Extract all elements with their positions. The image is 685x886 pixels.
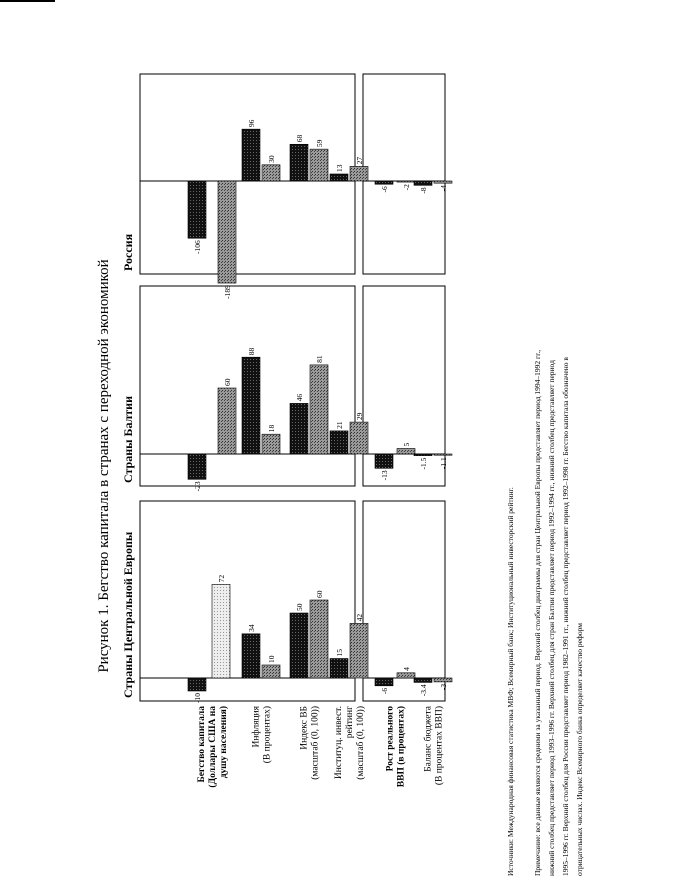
bar: [350, 422, 368, 454]
bar-value-label: -1.1: [439, 457, 448, 470]
bar-value-label: 13: [335, 164, 344, 172]
bar-value-label: 42: [355, 613, 364, 622]
bar: [310, 365, 328, 454]
bar-value-label: 4: [402, 667, 411, 671]
category-label: Инфляция(В процентах): [251, 706, 273, 764]
chart-panels: [121, 74, 452, 703]
bar: [242, 634, 260, 678]
bar-value-label: -23: [193, 481, 202, 492]
panel-frame-lower: [363, 74, 445, 274]
note-line: Примечание: все данные являются средними за указанный период. Верхний столбец диаграммы для стран Центральной Европы представляет период 1994–1992 гг.,: [533, 349, 542, 876]
bar: [290, 144, 308, 181]
bar-value-label: -6: [380, 186, 389, 193]
bar-value-label: -3.4: [419, 684, 428, 697]
bar-value-label: 30: [267, 155, 276, 163]
bar: [242, 357, 260, 454]
figure-notes: [533, 350, 584, 876]
bar-value-label: 34: [247, 624, 256, 632]
bar-value-label: 81: [315, 355, 324, 363]
category-label: Бегство капитала(Доллары США надушу населения): [197, 706, 229, 788]
bar: [290, 613, 308, 678]
bar: [188, 678, 206, 691]
bar: [375, 678, 393, 686]
figure-title: Рисунок 1. Бегство капитала в странах с переходной экономикой: [96, 259, 112, 673]
bar: [330, 659, 348, 679]
category-label: Баланс бюджета(В процентах ВВП): [423, 706, 445, 786]
bar-value-label: -10: [193, 693, 202, 703]
bar-value-label: 72: [217, 574, 226, 583]
bar: [350, 623, 368, 678]
bar-value-label: 68: [295, 134, 304, 143]
bar: [262, 665, 280, 678]
bar-value-label: 60: [223, 378, 232, 386]
bar-value-label: 59: [315, 139, 324, 148]
bar: [375, 454, 393, 468]
bar: [434, 678, 452, 682]
bar-value-label: 5: [402, 442, 411, 447]
bar: [414, 181, 432, 185]
bar-value-label: 27: [355, 156, 364, 165]
bar-value-label: 29: [355, 412, 364, 421]
bar: [218, 181, 236, 283]
bar: [330, 431, 348, 454]
bar: [397, 673, 415, 678]
bar: [375, 181, 393, 184]
bar: [310, 149, 328, 181]
bar-value-label: -2: [402, 184, 411, 191]
note-line: отрицательных числах. Индекс Всемирного банка определяет качество реформ: [575, 622, 584, 876]
figure-source: Источники: Международная финансовая статистика МВФ; Всемирный банк; Институциональный инвесторский рейтинг.: [506, 487, 515, 876]
bar-value-label: 46: [295, 393, 304, 402]
category-label: Институц. инвест.рейтинг(масштаб (0, 100)): [334, 706, 366, 780]
bar-value-label: -8: [419, 187, 428, 194]
bar-value-label: -3: [439, 683, 448, 691]
bar: [188, 454, 206, 479]
panel-3: [121, 74, 445, 274]
bar-value-label: -4: [439, 185, 448, 192]
panel-title: Страны Центральной Европы: [121, 531, 135, 698]
bar: [434, 181, 452, 183]
bar-value-label: 88: [247, 347, 256, 356]
bar-value-label: -13: [380, 470, 389, 481]
bar: [212, 584, 230, 678]
bar: [330, 174, 348, 181]
bar: [414, 678, 432, 682]
bar-value-label: -6: [380, 687, 389, 695]
note-line: 1995–1996 гг. Верхний столбец для России представляет период 1982–1991 гг., нижний столбец представляет период 1992–1998 гг. Бегство капитала обозначено в: [561, 357, 570, 876]
bar: [262, 165, 280, 181]
bar-value-label: 15: [335, 649, 344, 657]
category-labels: [197, 705, 445, 787]
bar-value-label: 96: [247, 119, 256, 128]
panel-title: Россия: [121, 233, 135, 271]
bar: [242, 129, 260, 181]
panel-title: Страны Балтии: [121, 396, 135, 483]
bar-value-label: 50: [295, 603, 304, 611]
bar-value-label: 60: [315, 590, 324, 598]
panel-2: [121, 286, 445, 486]
bar-value-label: -106: [193, 240, 202, 254]
bar: [414, 454, 432, 456]
bar: [350, 166, 368, 181]
bar: [434, 454, 452, 455]
bar: [397, 449, 415, 455]
bar: [218, 388, 236, 454]
note-line: нижний столбец представляет период 1993–1996 гг. Верхний столбец для стран Балтии представляет период 1992–1994 гг., нижний столбец представляет период: [547, 360, 556, 876]
bar-value-label: -189: [223, 285, 232, 299]
bar: [188, 181, 206, 238]
bar-value-label: 10: [267, 655, 276, 663]
category-label: Индекс ВБ(масштаб (0, 100)): [299, 706, 321, 780]
bar: [262, 434, 280, 454]
category-label: Рост реальногоВВП (в процентах): [385, 706, 407, 788]
bar: [310, 600, 328, 678]
panel-1: [121, 501, 445, 701]
bar: [290, 403, 308, 454]
bar-value-label: 21: [335, 421, 344, 429]
bar-value-label: 18: [267, 424, 276, 433]
bar: [397, 181, 415, 182]
bar-value-label: -1.5: [419, 457, 428, 470]
